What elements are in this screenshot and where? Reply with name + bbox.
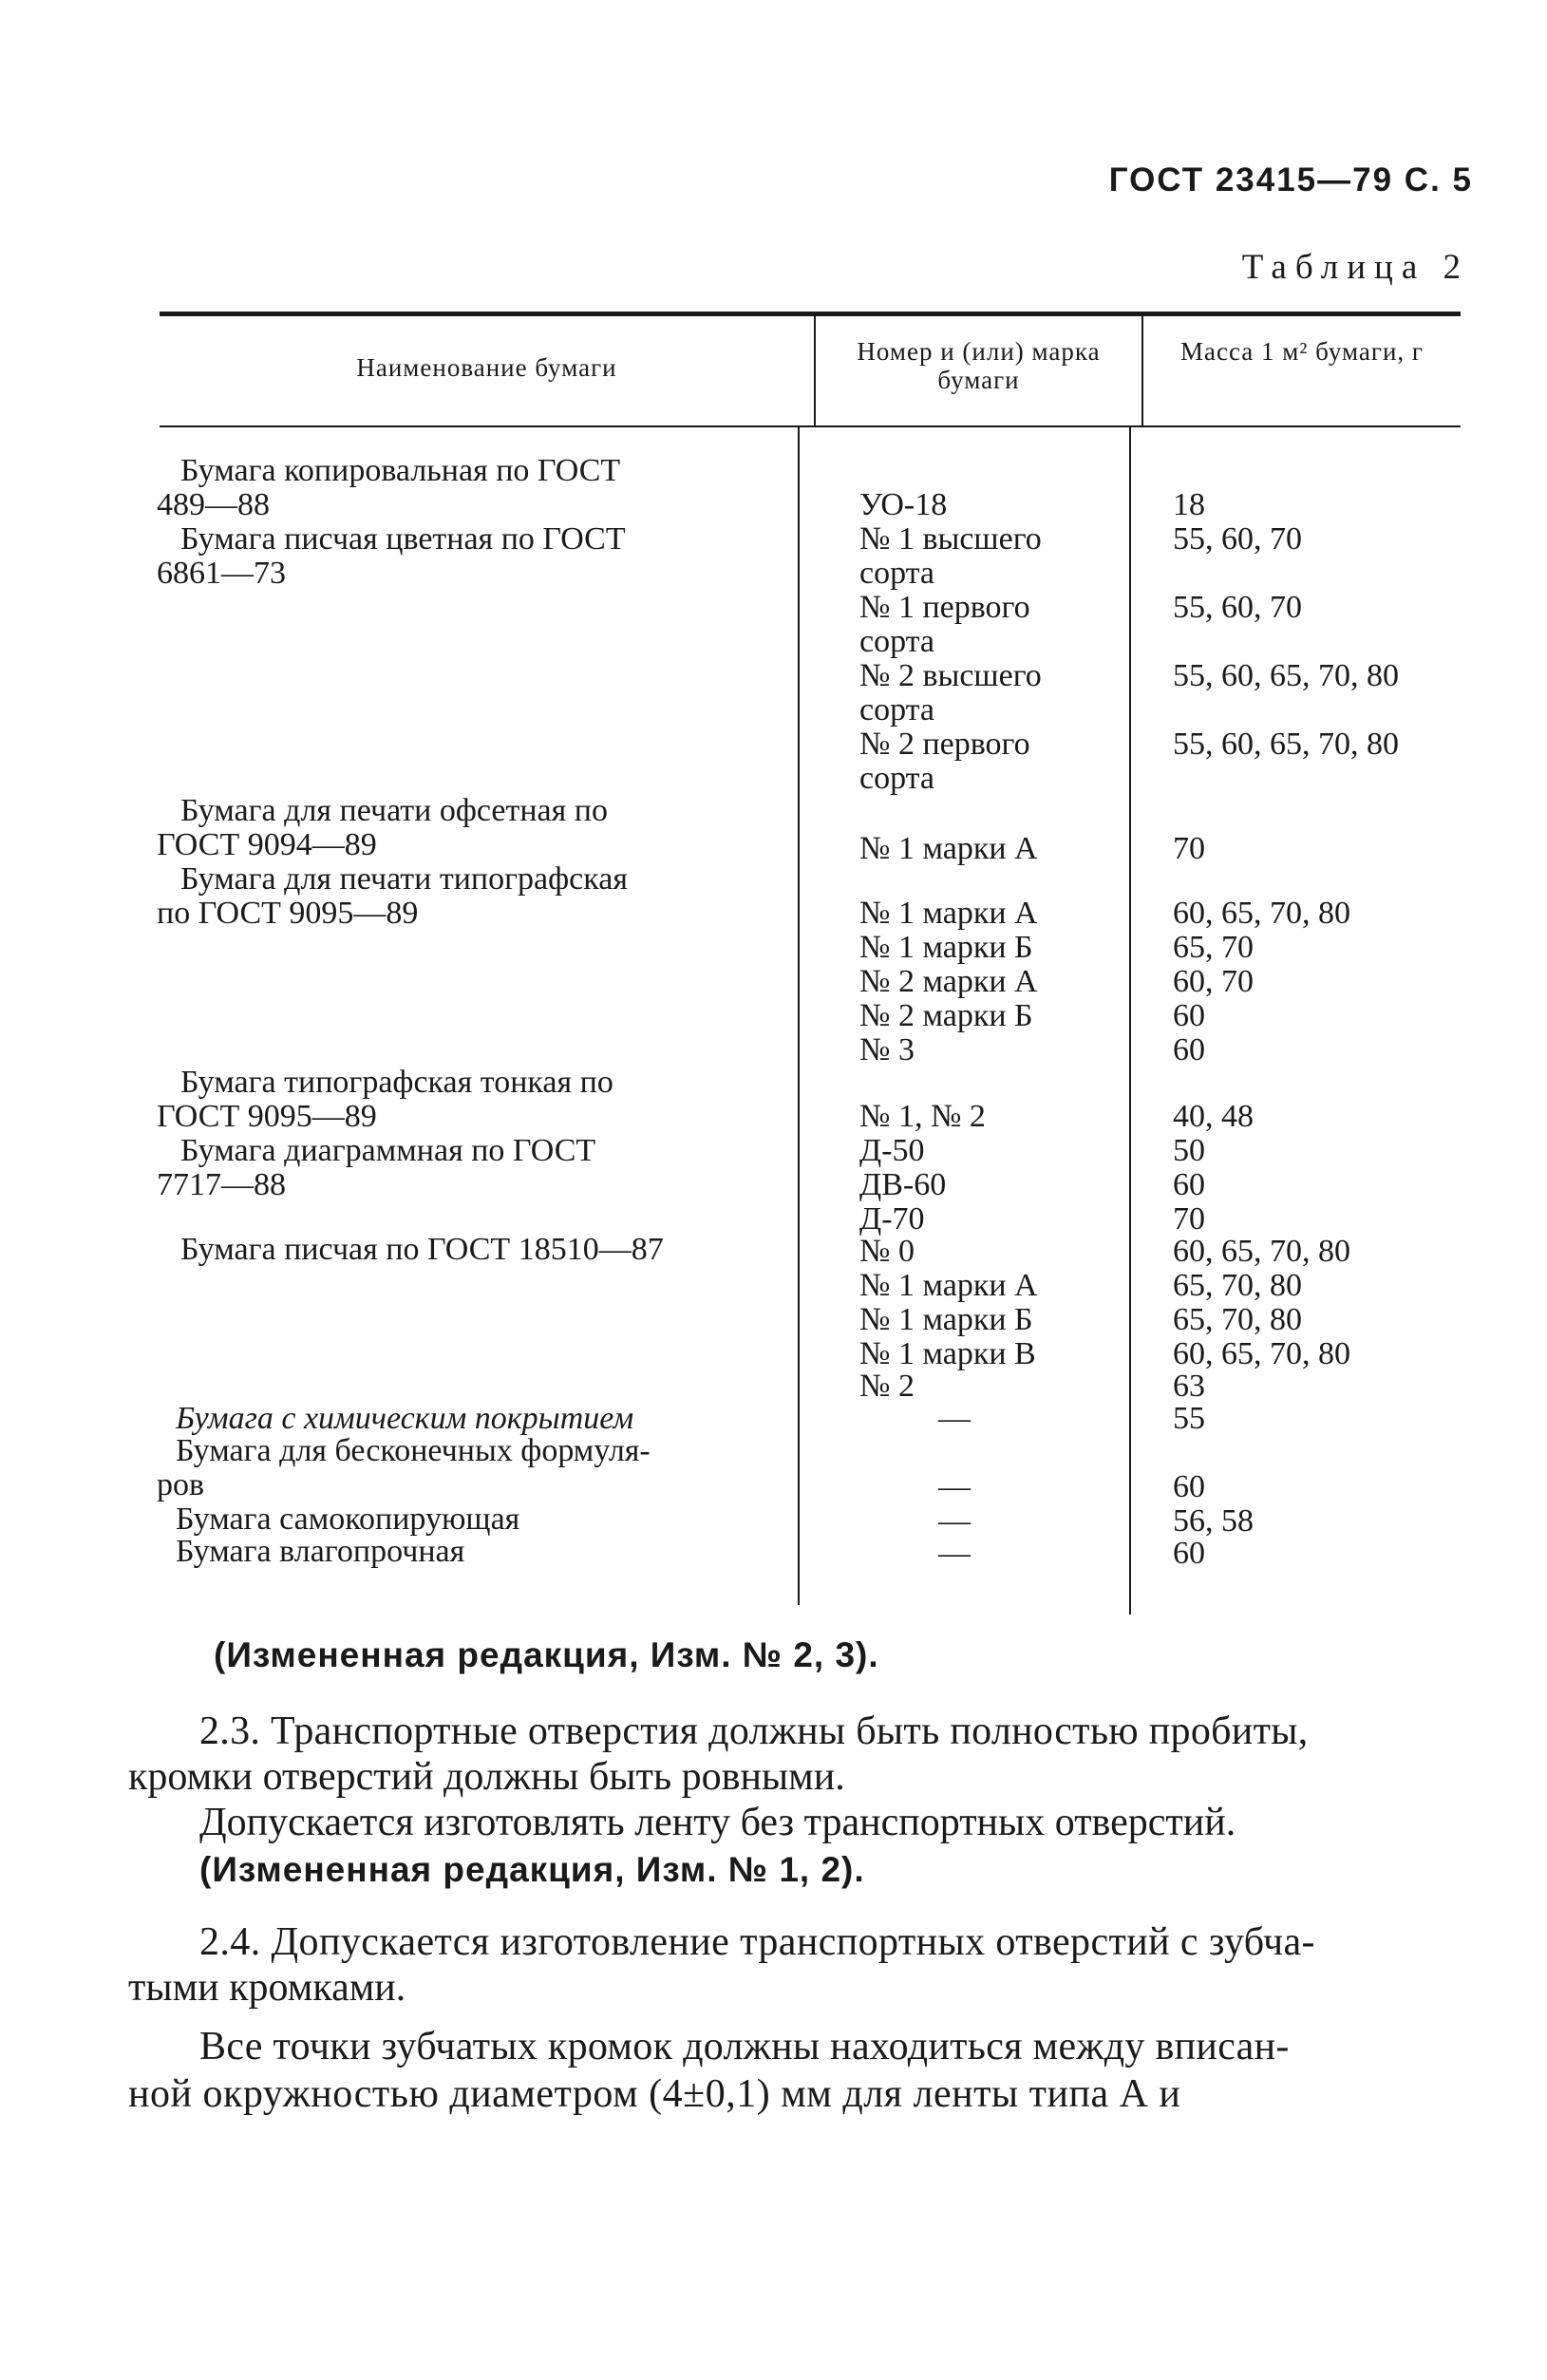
table-cell: Бумага писчая по ГОСТ 18510—87 bbox=[180, 1232, 664, 1267]
paragraph-2-4-line: ной окружностью диаметром (4±0,1) мм для ленты типа А и bbox=[128, 2072, 1181, 2116]
table-cell: сорта bbox=[859, 761, 935, 796]
table-cell: Бумага с химическим покрытием bbox=[176, 1401, 634, 1436]
table-cell: ров bbox=[157, 1467, 205, 1502]
table-cell: Бумага писчая цветная по ГОСТ bbox=[180, 521, 626, 557]
table-cell: 60 bbox=[1173, 1167, 1205, 1202]
table-cell: № 1 марки В bbox=[859, 1336, 1036, 1371]
table-cell: 65, 70 bbox=[1173, 930, 1254, 965]
table-cell: 55 bbox=[1173, 1401, 1205, 1436]
table-cell: № 1 первого bbox=[859, 590, 1030, 625]
table-cell: № 2 bbox=[859, 1369, 915, 1404]
table-cell: Бумага копировальная по ГОСТ bbox=[180, 453, 621, 488]
table-cell: сорта bbox=[859, 624, 935, 659]
table-cell: УО-18 bbox=[859, 487, 948, 522]
column-header-grade: Номер и (или) марка бумаги bbox=[857, 337, 1101, 394]
table-cell: Бумага диаграммная по ГОСТ bbox=[180, 1133, 596, 1168]
paragraph-2-3-line: кромки отверстий должны быть ровными. bbox=[128, 1755, 845, 1799]
table-cell: Бумага для бесконечных формуля- bbox=[176, 1433, 651, 1468]
column-divider-1 bbox=[798, 427, 800, 1605]
table-cell: — bbox=[938, 1536, 971, 1571]
table-cell: № 2 первого bbox=[859, 727, 1030, 762]
table-cell: сорта bbox=[859, 692, 935, 727]
table-cell: № 1 марки Б bbox=[859, 930, 1033, 965]
header-divider-2 bbox=[1141, 316, 1143, 425]
table-cell: № 1 марки А bbox=[859, 1268, 1038, 1303]
table-cell: 60 bbox=[1173, 1536, 1205, 1571]
table-cell: № 1 марки А bbox=[859, 831, 1038, 866]
table-header-rule bbox=[160, 425, 1461, 427]
revision-note: (Измененная редакция, Изм. № 1, 2). bbox=[199, 1850, 865, 1889]
paragraph-2-4-line: тыми кромками. bbox=[128, 1966, 406, 2010]
table-cell: 56, 58 bbox=[1173, 1503, 1254, 1539]
table-cell: Бумага типографская тонкая по bbox=[180, 1065, 613, 1100]
table-top-rule bbox=[160, 312, 1461, 316]
table-cell: № 2 марки Б bbox=[859, 998, 1033, 1033]
table-cell: 70 bbox=[1173, 1201, 1205, 1237]
table-cell: 65, 70, 80 bbox=[1173, 1302, 1302, 1337]
table-cell: 40, 48 bbox=[1173, 1099, 1254, 1134]
table-cell: 60 bbox=[1173, 1469, 1205, 1504]
table-cell: по ГОСТ 9095—89 bbox=[157, 896, 419, 931]
table-cell: Бумага влагопрочная bbox=[176, 1534, 465, 1569]
column-divider-2 bbox=[1129, 427, 1131, 1615]
table-cell: 6861—73 bbox=[157, 556, 286, 591]
table-cell: ГОСТ 9094—89 bbox=[157, 827, 377, 862]
table-cell: 18 bbox=[1173, 487, 1205, 522]
paragraph-2-4-line: Все точки зубчатых кромок должны находиться между вписан- bbox=[199, 2025, 1290, 2068]
table-cell: 60, 65, 70, 80 bbox=[1173, 1336, 1350, 1371]
table-cell: № 1, № 2 bbox=[859, 1099, 986, 1134]
table-cell: № 2 марки А bbox=[859, 964, 1038, 999]
table-cell: ДВ-60 bbox=[859, 1167, 947, 1202]
table-title: Таблица 2 bbox=[1241, 248, 1469, 287]
paragraph-2-4-line: 2.4. Допускается изготовление транспортных отверстий с зубча- bbox=[199, 1920, 1315, 1964]
table-cell: 60, 65, 70, 80 bbox=[1173, 896, 1350, 931]
table-cell: № 0 bbox=[859, 1234, 915, 1269]
table-cell: 70 bbox=[1173, 831, 1205, 866]
table-cell: 55, 60, 65, 70, 80 bbox=[1173, 658, 1399, 693]
table-cell: Д-50 bbox=[859, 1133, 925, 1168]
table-cell: 55, 60, 70 bbox=[1173, 590, 1302, 625]
table-cell: 7717—88 bbox=[157, 1167, 286, 1202]
table-cell: — bbox=[938, 1401, 971, 1436]
table-cell: 60, 70 bbox=[1173, 964, 1254, 999]
table-cell: — bbox=[938, 1469, 971, 1504]
table-cell: № 3 bbox=[859, 1032, 915, 1067]
table-cell: № 1 марки А bbox=[859, 896, 1038, 931]
table-cell: Бумага самокопирующая bbox=[176, 1502, 520, 1537]
paragraph-2-3-line: 2.3. Транспортные отверстия должны быть полностью пробиты, bbox=[199, 1709, 1309, 1753]
table-cell: ГОСТ 9095—89 bbox=[157, 1099, 377, 1134]
table-cell: № 1 марки Б bbox=[859, 1302, 1033, 1337]
table-cell: 489—88 bbox=[157, 487, 270, 522]
table-cell: № 2 высшего bbox=[859, 658, 1042, 693]
table-cell: сорта bbox=[859, 556, 935, 591]
table-cell: 60, 65, 70, 80 bbox=[1173, 1234, 1350, 1269]
table-cell: Бумага для печати типографская bbox=[180, 861, 628, 897]
table-cell: 50 bbox=[1173, 1133, 1205, 1168]
table-cell: 60 bbox=[1173, 1032, 1205, 1067]
table-cell: 55, 60, 65, 70, 80 bbox=[1173, 727, 1399, 762]
revision-note: (Измененная редакция, Изм. № 2, 3). bbox=[214, 1635, 879, 1674]
column-header-name: Наименование бумаги bbox=[356, 353, 617, 382]
table-cell: 60 bbox=[1173, 998, 1205, 1033]
table-cell: 65, 70, 80 bbox=[1173, 1268, 1302, 1303]
table-cell: Бумага для печати офсетная по bbox=[180, 793, 608, 828]
document-reference: ГОСТ 23415—79 С. 5 bbox=[1108, 161, 1473, 198]
table-cell: № 1 высшего bbox=[859, 521, 1042, 557]
table-cell: 55, 60, 70 bbox=[1173, 521, 1302, 557]
table-cell: Д-70 bbox=[859, 1201, 925, 1237]
table-cell: — bbox=[938, 1503, 971, 1539]
column-header-mass: Масса 1 м² бумаги, г bbox=[1179, 337, 1424, 366]
paragraph-2-3-line: Допускается изготовлять ленту без транспортных отверстий. bbox=[199, 1801, 1236, 1844]
table-cell: 63 bbox=[1173, 1369, 1205, 1404]
